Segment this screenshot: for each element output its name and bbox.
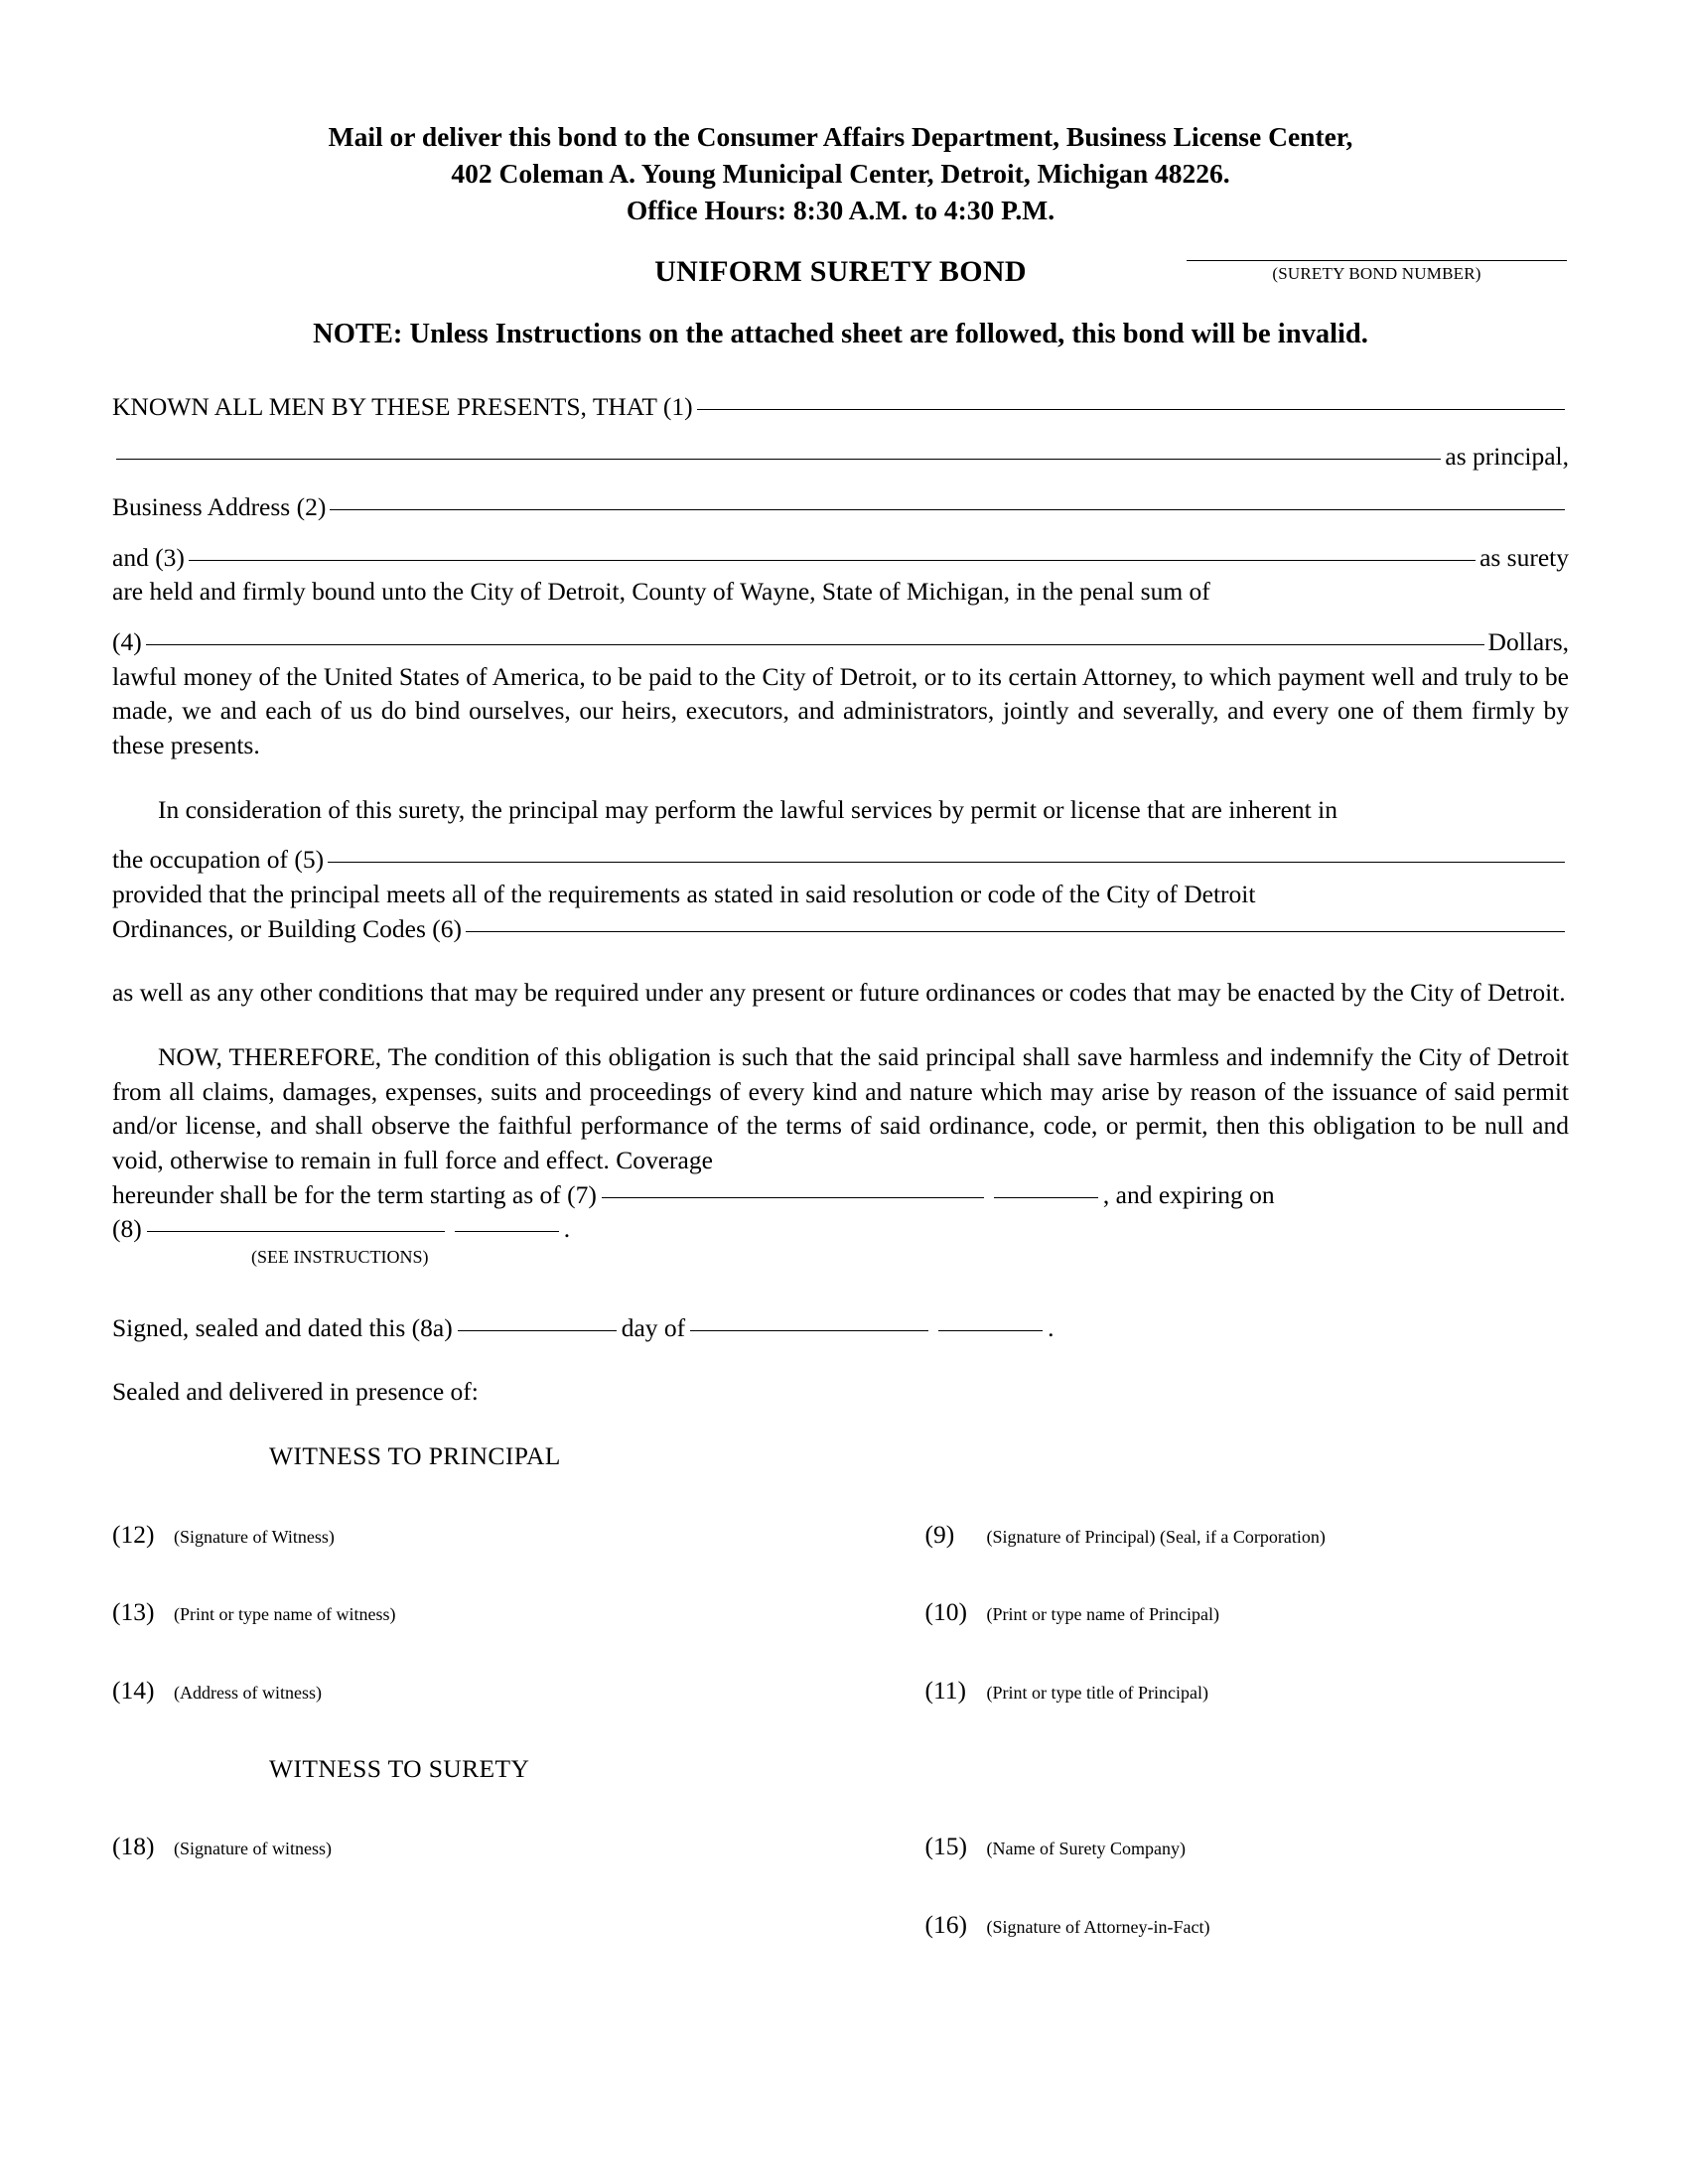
as-well-as-paragraph: as well as any other conditions that may be required under any present or future ordinances or codes that may be enacted by the City of Detroit. — [112, 978, 1566, 1008]
mailing-instructions-header — [112, 0, 1569, 229]
signature-field-13[interactable] — [174, 1595, 601, 1630]
business-address-input[interactable] — [330, 509, 1565, 510]
surety-name-input[interactable] — [189, 560, 1476, 561]
surety-bond-number-field[interactable] — [1187, 260, 1567, 284]
now-therefore-text: NOW, THEREFORE, The condition of this obligation is such that the said principal shall save harmless and indemnify the City of Detroit from all claims, damages, expenses, suits and proceedings of every kind and nature which may arise by reason of the issuance of said permit and/or license, and shall observe the faithful performance of the terms of said ordinance, code, or permit, then this obligation to be null and void, otherwise to remain in full force and effect. Coverage — [112, 1041, 1569, 1174]
surety-bond-number-caption: (SURETY BOND NUMBER) — [1272, 264, 1481, 283]
witness-to-surety-heading: WITNESS TO SURETY — [269, 1753, 530, 1783]
signed-period: . — [1048, 1312, 1055, 1342]
item-4-label: (4) — [112, 626, 142, 656]
and-3-label: and (3) — [112, 542, 185, 572]
signature-caption-9: (Signature of Principal) (Seal, if a Corporation) — [986, 1526, 1326, 1547]
signature-number-11: (11) — [924, 1676, 967, 1706]
surety-signature-columns — [112, 1830, 1569, 1942]
ordinances-input[interactable] — [466, 931, 1565, 932]
term-start-row — [112, 1178, 1569, 1213]
term-start-year-input[interactable] — [994, 1197, 1098, 1198]
and-expiring-on-label: , and expiring on — [1102, 1179, 1275, 1209]
signature-row-18-15 — [112, 1830, 1569, 1864]
signature-cell-13 — [112, 1595, 841, 1630]
principal-name-input-1[interactable] — [697, 409, 1565, 410]
signature-field-10[interactable] — [987, 1595, 1414, 1630]
business-address-row — [112, 490, 1569, 525]
signature-cell-18 — [112, 1830, 841, 1864]
signed-day-input[interactable] — [458, 1330, 617, 1331]
signature-row-13-10 — [112, 1595, 1569, 1630]
signature-number-14: (14) — [112, 1676, 155, 1706]
page-title: UNIFORM SURETY BOND — [654, 254, 1027, 288]
penal-sum-input[interactable] — [146, 644, 1484, 645]
signature-field-11[interactable] — [987, 1674, 1414, 1708]
signature-cell-12 — [112, 1518, 841, 1553]
signature-cell-14 — [112, 1674, 841, 1708]
dollars-label: Dollars, — [1487, 626, 1569, 656]
signature-field-12[interactable] — [174, 1518, 601, 1553]
signature-cell-16 — [841, 1908, 1570, 1943]
term-starting-label: hereunder shall be for the term starting as of (7) — [112, 1179, 597, 1209]
held-and-bound-text: are held and firmly bound unto the City of Detroit, County of Wayne, State of Michigan, in the penal sum of — [112, 577, 1210, 607]
signature-number-16: (16) — [924, 1910, 967, 1940]
signed-sealed-dated-label: Signed, sealed and dated this (8a) — [112, 1312, 453, 1342]
occupation-row — [112, 843, 1569, 878]
signature-field-14[interactable] — [174, 1674, 601, 1708]
signature-number-15: (15) — [924, 1832, 967, 1861]
term-start-date-input[interactable] — [602, 1197, 984, 1198]
principal-name-row — [112, 390, 1569, 425]
signature-number-12: (12) — [112, 1519, 155, 1549]
principal-name-input-2[interactable] — [116, 459, 1441, 460]
signature-caption-10: (Print or type name of Principal) — [986, 1604, 1219, 1625]
signature-number-18: (18) — [112, 1832, 155, 1861]
consideration-text: In consideration of this surety, the principal may perform the lawful services by permit or license that are inherent in — [158, 794, 1337, 824]
document-content — [112, 0, 1569, 1943]
signature-row-16 — [112, 1908, 1569, 1943]
surety-bond-number-rule[interactable] — [1187, 260, 1567, 261]
signature-cell-9 — [841, 1518, 1570, 1553]
instructions-note: NOTE: Unless Instructions on the attached sheet are followed, this bond will be invalid. — [313, 318, 1368, 349]
signature-caption-16: (Signature of Attorney-in-Fact) — [986, 1917, 1210, 1938]
signature-number-13: (13) — [112, 1597, 155, 1627]
signature-field-9[interactable] — [987, 1518, 1414, 1553]
signed-month-input[interactable] — [690, 1330, 928, 1331]
witness-to-principal-heading: WITNESS TO PRINCIPAL — [269, 1441, 561, 1471]
business-address-label: Business Address (2) — [112, 491, 327, 521]
signature-field-18[interactable] — [174, 1830, 601, 1864]
occupation-input[interactable] — [328, 862, 1565, 863]
signature-field-15[interactable] — [987, 1830, 1414, 1864]
signature-row-12-9 — [112, 1518, 1569, 1553]
as-principal-label: as principal, — [1445, 442, 1569, 472]
header-line-1: Mail or deliver this bond to the Consumer Affairs Department, Business License Center, — [328, 121, 1353, 152]
signature-number-10: (10) — [924, 1597, 967, 1627]
header-line-2: 402 Coleman A. Young Municipal Center, Detroit, Michigan 48226. — [451, 157, 1230, 189]
occupation-label: the occupation of (5) — [112, 845, 325, 875]
signature-field-16[interactable] — [987, 1908, 1414, 1943]
signature-caption-18: (Signature of witness) — [174, 1839, 332, 1859]
surety-name-row — [112, 541, 1569, 576]
signature-caption-14: (Address of witness) — [174, 1683, 322, 1704]
sealed-delivered-label: Sealed and delivered in presence of: — [112, 1377, 479, 1407]
day-of-label: day of — [621, 1312, 686, 1342]
now-therefore-paragraph — [112, 1040, 1569, 1178]
signature-number-9: (9) — [924, 1519, 955, 1549]
term-expiry-date-input[interactable] — [147, 1231, 445, 1232]
signed-year-input[interactable] — [938, 1330, 1043, 1331]
header-line-3: Office Hours: 8:30 A.M. to 4:30 P.M. — [626, 194, 1055, 225]
lawful-money-paragraph: lawful money of the United States of America, to be paid to the City of Detroit, or to its certain Attorney, to which payment well and truly to be made, we and each of us do bind ourselves, our heirs, executors, and administrators, jointly and severally, and every one of them firmly by these presents. — [112, 661, 1569, 759]
signature-caption-15: (Name of Surety Company) — [986, 1839, 1186, 1859]
expiry-period: . — [563, 1214, 571, 1244]
signature-caption-12: (Signature of Witness) — [174, 1526, 335, 1547]
signature-row-14-11 — [112, 1674, 1569, 1708]
item-8-label: (8) — [112, 1214, 142, 1244]
ordinances-row — [112, 912, 1569, 947]
signature-cell-empty — [112, 1908, 841, 1943]
principal-signature-columns — [112, 1518, 1569, 1708]
known-all-men-label: KNOWN ALL MEN BY THESE PRESENTS, THAT (1) — [112, 391, 693, 421]
signature-cell-10 — [841, 1595, 1570, 1630]
ordinances-label: Ordinances, or Building Codes (6) — [112, 913, 462, 943]
as-surety-label: as surety — [1479, 542, 1569, 572]
bond-body — [112, 390, 1569, 1943]
principal-name-row-continued — [112, 440, 1569, 475]
penal-sum-row — [112, 625, 1569, 660]
term-expiry-row — [112, 1212, 1569, 1247]
signature-caption-11: (Print or type title of Principal) — [986, 1683, 1208, 1704]
term-expiry-year-input[interactable] — [455, 1231, 559, 1232]
signature-cell-15 — [841, 1830, 1570, 1864]
provided-that-text: provided that the principal meets all of the requirements as stated in said resolution or code of the City of Detroit — [112, 879, 1256, 908]
signature-cell-11 — [841, 1674, 1570, 1708]
see-instructions-caption: (SEE INSTRUCTIONS) — [251, 1246, 429, 1267]
signature-caption-13: (Print or type name of witness) — [174, 1604, 396, 1625]
signed-dated-row — [112, 1311, 1569, 1346]
consideration-paragraph — [112, 793, 1569, 828]
